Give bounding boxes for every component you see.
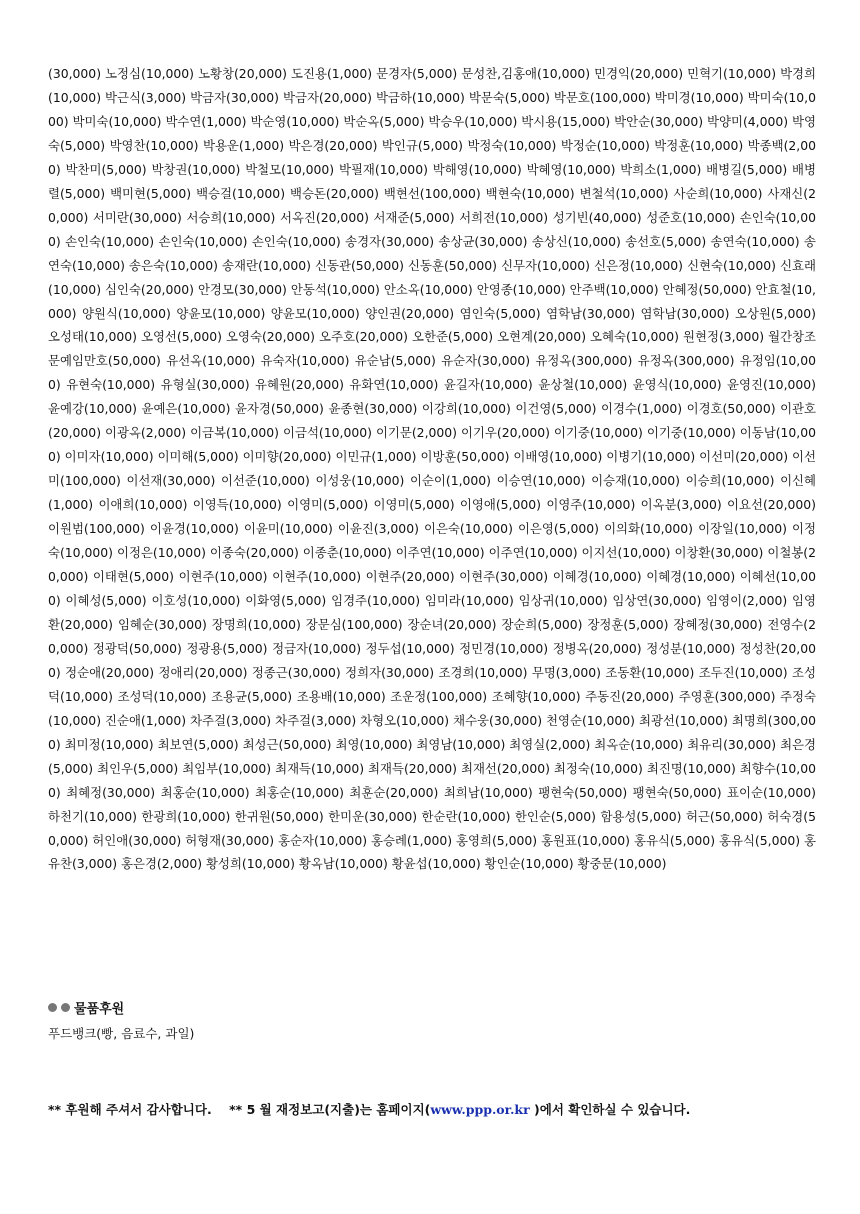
donor-list: (30,000) 노정심(10,000) 노황창(20,000) 도진용(1,000) 문경자(5,000) 문성찬,김홍애(10,000) 민경익(20,000) 민혁기(10,000) 박경희(10,000) 박근식(3,000) 박금자(30,000) 박금자(20,000) 박금하(10,000) 박문숙(5,000) 박문호(100,000) 박미경(10,000) 박미숙(10,000) 박미숙(10,000) 박수연(1,000) 박순영(10,000) 박순옥(5,000) 박승우(10,000) 박시용(15,000) 박안순(30,000) 박양미(4,000) 박영숙(5,000) 박영찬(10,000) 박용운(1,000) 박은경(20,000) 박인규(5,000) 박정숙(10,000) 박정순(10,000) 박정훈(10,000) 박종백(2,000) 박찬미(5,000) 박창권(10,000) 박철모(10,000) 박필재(10,000) 박해영(10,000) 박혜영(10,000) 박희소(1,000) 배병길(5,000) 배병렬(5,000) 백미현(5,000) 백승걸(10,000) 백승돈(20,000) 백현선(100,000) 백현숙(10,000) 변철석(10,000) 사순희(10,000) 사재신(20,000) 서미란(30,000) 서승희(10,000) 서옥진(20,000) 서재준(5,000) 서희전(10,000) 성기빈(40,000) 성준호(10,000) 손인숙(10,000) 손인숙(10,000) 손인숙(10,000) 손인숙(10,000) 송경자(30,000) 송상균(30,000) 송상신(10,000) 송선호(5,000) 송연숙(10,000) 송연숙(10,000) 송은숙(10,000) 송재란(10,000) 신동관(50,000) 신동훈(50,000) 신무자(10,000) 신은정(10,000) 신현숙(10,000) 신효래(10,000) 심인숙(20,000) 안경모(30,000) 안동석(10,000) 안소옥(10,000) 안영종(10,000) 안주백(10,000) 안혜정(50,000) 안효철(10,000) 양원식(10,000) 양윤모(10,000) 양윤모(10,000) 양인권(20,000) 염인숙(5,000) 염학남(30,000) 염학남(30,000) 오상원(5,000) 오성태(10,000) 오영선(5,000) 오영숙(20,000) 오주호(20,000) 오한준(5,000) 오현계(20,000) 오혜숙(10,000) 원현정(3,000) 월간창조문예임만호(50,000) 유선옥(10,000) 유숙자(10,000) 유순남(5,000) 유순자(30,000) 유정옥(300,000) 유정옥(300,000) 유정임(10,000) 유현숙(10,000) 유형실(30,000) 유혜원(20,000) 유화연(10,000) 윤길자(10,000) 윤상철(10,000) 윤영식(10,000) 윤영진(10,000) 윤예강(10,000) 윤예은(10,000) 윤자경(50,000) 윤종현(30,000) 이강희(10,000) 이건영(5,000) 이경수(1,000) 이경호(50,000) 이관호(20,000) 이광옥(2,000) 이금복(10,000) 이금석(10,000) 이기문(2,000) 이기우(20,000) 이기중(10,000) 이기중(10,000) 이동남(10,000) 이미자(10,000) 이미해(5,000) 이미향(20,000) 이민규(1,000) 이방훈(50,000) 이배영(10,000) 이병기(10,000) 이선미(20,000) 이선미(100,000) 이선재(30,000) 이선준(10,000) 이성웅(10,000) 이순이(1,000) 이승연(10,000) 이승재(10,000) 이승희(10,000) 이신혜(1,000) 이애희(10,000) 이영득(10,000) 이영미(5,000) 이영미(5,000) 이영애(5,000) 이영주(10,000) 이옥분(3,000) 이요선(20,000) 이원범(100,000) 이윤경(10,000) 이윤미(10,000) 이윤진(3,000) 이은숙(10,000) 이은영(5,000) 이의화(10,000) 이장일(10,000) 이정숙(10,000) 이정은(10,000) 이종숙(20,000) 이종춘(10,000) 이주연(10,000) 이주연(10,000) 이지선(10,000) 이창환(30,000) 이철봉(20,000) 이태현(5,000) 이현주(10,000) 이현주(10,000) 이현주(20,000) 이현주(30,000) 이혜경(10,000) 이혜경(10,000) 이혜선(10,000) 이혜성(5,000) 이호성(10,000) 이화영(5,000) 임경주(10,000) 임미라(10,000) 임상귀(10,000) 임상연(30,000) 임영이(2,000) 임영환(20,000) 임혜순(30,000) 장명희(10,000) 장문심(100,000) 장순녀(20,000) 장순희(5,000) 장정훈(5,000) 장혜정(30,000) 전영수(20,000) 정광덕(50,000) 정광용(5,000) 정금자(10,000) 정두섭(10,000) 정민경(10,000) 정병옥(20,000) 정성분(10,000) 정성찬(20,000) 정순애(20,000) 정애리(20,000) 정종근(30,000) 정희자(30,000) 조경희(10,000) 무명(3,000) 조동환(10,000) 조두진(10,000) 조성덕(10,000) 조성덕(10,000) 조용균(5,000) 조용배(10,000) 조운정(100,000) 조혜향(10,000) 주동진(20,000) 주영훈(300,000) 주정숙(10,000) 진순애(1,000) 차주걸(3,000) 차주걸(3,000) 차형오(10,000) 채수웅(30,000) 천영순(10,000) 최광선(10,000) 최명희(300,000) 최미정(10,000) 최보연(5,000) 최성근(50,000) 최영(10,000) 최영남(10,000) 최영실(2,000) 최옥순(10,000) 최유리(30,000) 최은경(5,000) 최인우(5,000) 최임부(10,000) 최재득(10,000) 최재득(20,000) 최재선(20,000) 최정숙(10,000) 최진명(10,000) 최향수(10,000) 최혜정(30,000) 최홍순(10,000) 최홍순(10,000) 최훈순(20,000) 최희남(10,000) 팽현숙(50,000) 팽현숙(50,000) 표이순(10,000) 하천기(10,000) 한광희(10,000) 한귀원(50,000) 한미운(30,000) 한순란(10,000) 한인순(5,000) 함용성(5,000) 허근(50,000) 허숙경(50,000) 허인애(30,000) 허형재(30,000) 홍순자(10,000) 홍승례(1,000) 홍영희(5,000) 홍원표(10,000) 홍유식(5,000) 홍유식(5,000) 홍유찬(3,000) 홍은경(2,000) 황성희(10,000) 황옥남(10,000) 황윤섭(10,000) 황인순(10,000) 황중문(10,000) bbox=[48, 66, 816, 872]
bullet-icon bbox=[48, 1003, 57, 1012]
homepage-link[interactable]: www.ppp.or.kr bbox=[430, 1102, 530, 1117]
footer-note bbox=[48, 1100, 690, 1118]
report-suffix: )에서 확인하실 수 있습니다. bbox=[529, 1102, 691, 1117]
report-prefix: ** 5 월 재정보고(지출)는 홈페이지( bbox=[229, 1102, 431, 1117]
goods-section-title: 물품후원 bbox=[74, 1002, 125, 1017]
thanks-text: ** 후원해 주셔서 감사합니다. bbox=[48, 1102, 212, 1117]
goods-section-heading bbox=[48, 998, 124, 1017]
bullet-icon bbox=[61, 1003, 70, 1012]
goods-section-body: 푸드뱅크(빵, 음료수, 과일) bbox=[48, 1026, 195, 1041]
